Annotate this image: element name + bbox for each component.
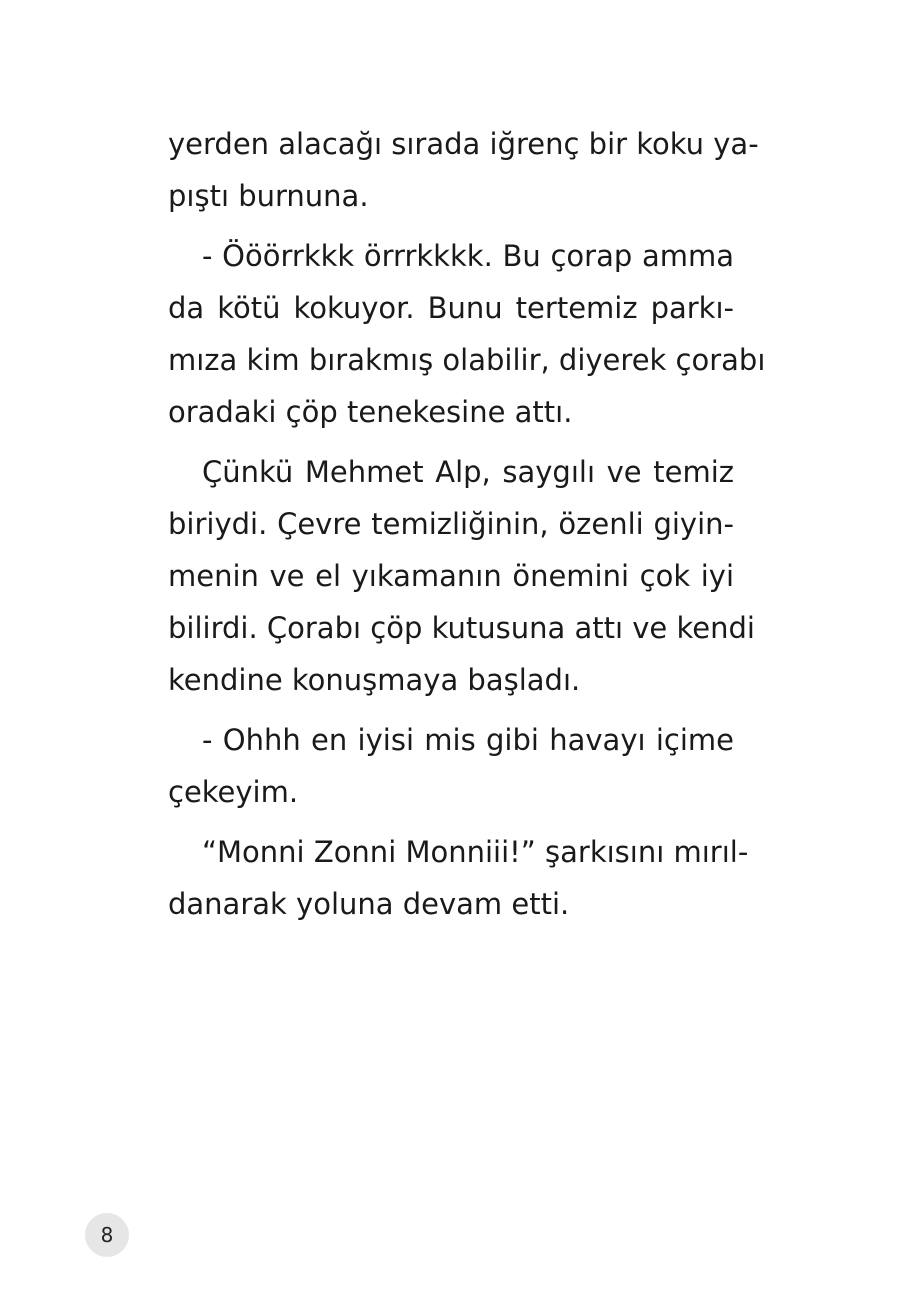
text-line: menin ve el yıkamanın önemini çok iyi [168, 559, 734, 593]
paragraph-2 [168, 230, 766, 438]
paragraph-4 [168, 714, 734, 818]
text-line: mıza kim bırakmış olabilir, diyerek çorabı [168, 343, 766, 377]
text-line: oradaki çöp tenekesine attı. [168, 395, 573, 429]
body-text [168, 118, 766, 938]
page-number-badge: 8 [85, 1213, 129, 1257]
text-line: danarak yoluna devam etti. [168, 887, 570, 921]
paragraph-3 [168, 446, 755, 706]
text-line: “Monni Zonni Monniii!” şarkısını mırıl- [202, 835, 749, 869]
text-line: da kötü kokuyor. Bunu tertemiz parkı- [168, 291, 734, 325]
text-line: pıştı burnuna. [168, 179, 369, 213]
text-line: biriydi. Çevre temizliğinin, özenli giyin- [168, 507, 734, 541]
text-line: - Ööörrkkk örrrkkkk. Bu çorap amma [202, 239, 734, 273]
paragraph-1 [168, 118, 759, 222]
text-line: kendine konuşmaya başladı. [168, 663, 581, 697]
text-line: çekeyim. [168, 775, 299, 809]
text-line: bilirdi. Çorabı çöp kutusuna attı ve kendi [168, 611, 755, 645]
paragraph-5 [168, 826, 749, 930]
text-line: yerden alacağı sırada iğrenç bir koku ya- [168, 127, 759, 161]
text-line: - Ohhh en iyisi mis gibi havayı içime [202, 723, 734, 757]
text-line: Çünkü Mehmet Alp, saygılı ve temiz [202, 455, 734, 489]
